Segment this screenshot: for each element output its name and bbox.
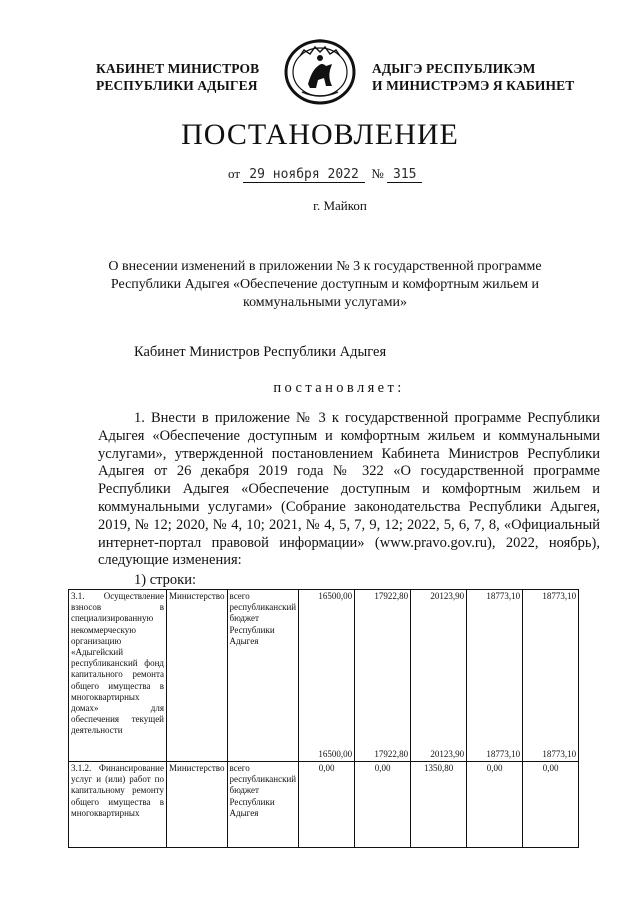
city: г. Майкоп (313, 198, 367, 213)
table-cell-source: всего республиканский бюджет Республики Адыгея (227, 590, 299, 762)
program-table (68, 589, 579, 848)
table-cell-value (355, 590, 411, 762)
value-top: 18773,10 (486, 591, 521, 601)
document-title: ПОСТАНОВЛЕНИЕ (181, 118, 459, 151)
adygea-coat-of-arms-icon (282, 34, 358, 106)
value-top: 20123,90 (430, 591, 465, 601)
value-bottom: 17922,80 (374, 748, 409, 759)
table-cell-description: 3.1.2. Финансирование услуг и (или) работ по капитальному ремонту общего имущества в многоквартирных (69, 762, 167, 848)
value-top: 18773,10 (542, 591, 577, 601)
table-cell-value: 0,00 (467, 762, 523, 848)
dateline-number: 315 (387, 167, 422, 183)
table-cell-value: 0,00 (355, 762, 411, 848)
strings-label: 1) строки: (134, 572, 196, 588)
table-cell-description: 3.1. Осуществление взносов в специализированную некоммерческую организацию «Адыгейский республиканский фонд капитального ремонта общего имущества в многоквартирных домах» для обеспечения текущей деятельности (69, 590, 167, 762)
table-cell-value: 1350,80 (411, 762, 467, 848)
table-row (69, 762, 579, 848)
main-paragraph: 1. Внести в приложение № 3 к государственной программе Республики Адыгея «Обеспечение доступным и комфортным жильем и коммунальными услугами», утвержденной постановлением Кабинета Министров Республики Адыгея от 26 декабря 2019 года № 322 «О государственной программе Республики Адыгея «Обеспечение доступным и комфортным жильем и коммунальными услугами» (Собрание законодательства Республики Адыгея, 2019, № 12; 2020, № 4, 10; 2021, № 4, 5, 7, 9, 12; 2022, 5, 6, 7, 8, «Официальный интернет-портал правовой информации» (www.pravo.gov.ru), 2022, ноябрь), следующие изменения: (98, 410, 600, 569)
value-bottom: 20123,90 (430, 748, 465, 759)
header-left-line-2: РЕСПУБЛИКИ АДЫГЕЯ (96, 78, 258, 93)
value-top: 16500,00 (318, 591, 353, 601)
dateline-date: 29 ноября 2022 (243, 167, 365, 183)
table-cell-source: всего республиканский бюджет Республики Адыгея (227, 762, 299, 848)
issuer-line: Кабинет Министров Республики Адыгея (134, 344, 387, 360)
dateline-prefix: от (228, 166, 241, 181)
table-cell-value: 0,00 (523, 762, 579, 848)
header-left (96, 60, 259, 94)
table-cell-value (411, 590, 467, 762)
document-subject: О внесении изменений в приложении № 3 к государственной программе Республики Адыгея «Обеспечение доступным и комфортным жильем и коммунальными услугами» (108, 259, 542, 310)
table-cell-value: 0,00 (299, 762, 355, 848)
table-cell-executor: Министерство (167, 590, 228, 762)
dateline (228, 166, 422, 183)
header-right-line-1: АДЫГЭ РЕСПУБЛИКЭМ (372, 61, 536, 76)
table-cell-value (299, 590, 355, 762)
header-right-line-2: И МИНИСТРЭМЭ Я КАБИНЕТ (372, 78, 575, 93)
decrees-word: постановляет: (273, 380, 405, 396)
header-right (372, 60, 574, 94)
value-bottom: 18773,10 (542, 748, 577, 759)
table-cell-value (523, 590, 579, 762)
header-left-line-1: КАБИНЕТ МИНИСТРОВ (96, 61, 260, 76)
table-cell-executor: Министерство (167, 762, 228, 848)
table-row (69, 590, 579, 762)
dateline-number-sign: № (371, 166, 384, 181)
value-bottom: 16500,00 (318, 748, 353, 759)
value-bottom: 18773,10 (486, 748, 521, 759)
table-cell-value (467, 590, 523, 762)
value-top: 17922,80 (374, 591, 409, 601)
